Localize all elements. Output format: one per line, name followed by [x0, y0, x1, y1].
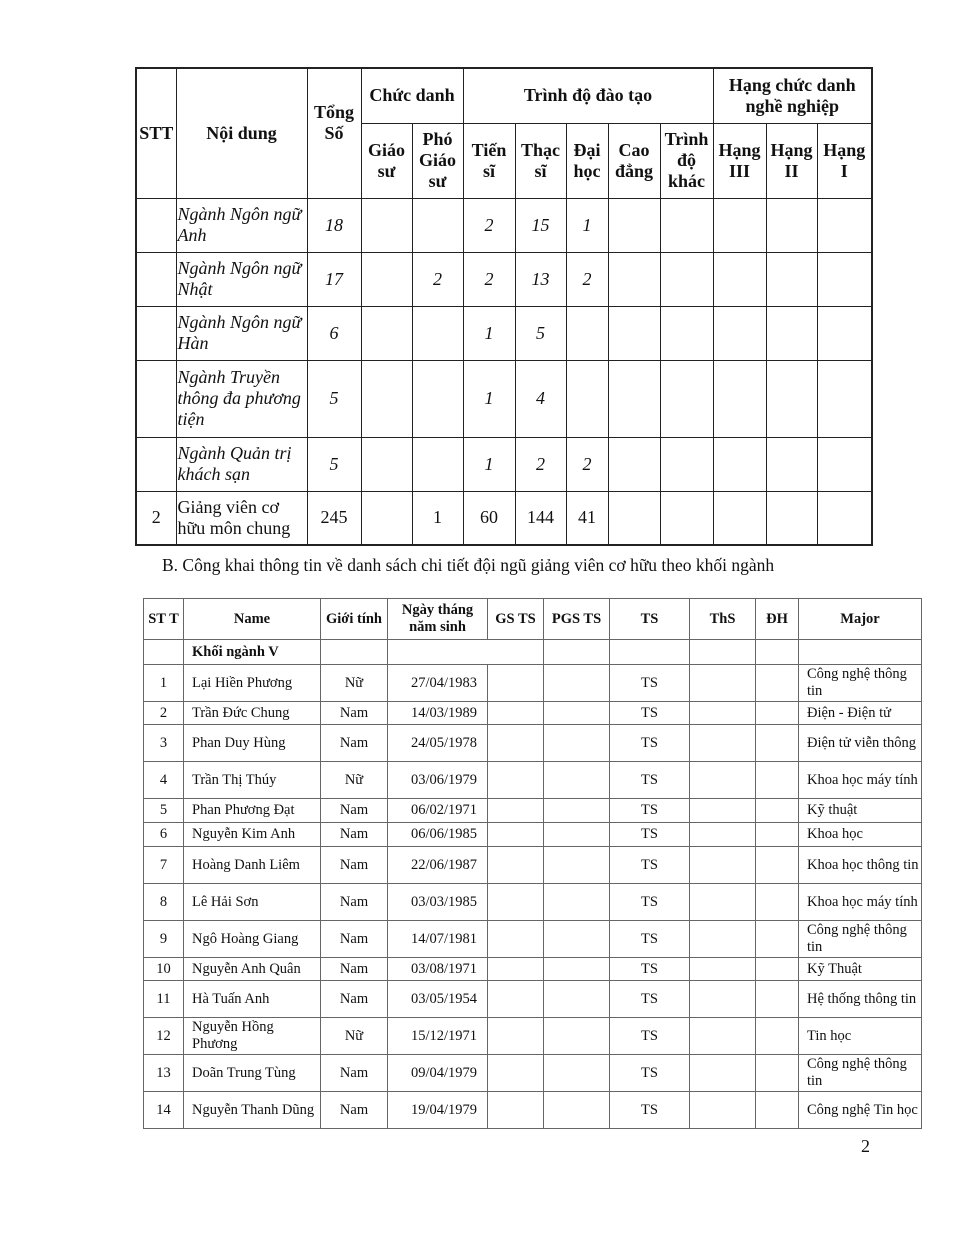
cell-dob: 22/06/1987 [388, 847, 488, 884]
cell-ths [690, 1092, 756, 1129]
cell-ths: 4 [515, 360, 566, 437]
cell-ths [690, 1055, 756, 1092]
cell-dob: 03/05/1954 [388, 981, 488, 1018]
cell-ts: TS [610, 725, 690, 762]
cell-ths [690, 702, 756, 725]
cell-ts: TS [610, 921, 690, 958]
cell-pgsts [544, 1018, 610, 1055]
cell-stt: 11 [144, 981, 184, 1018]
cell-ths [690, 1018, 756, 1055]
cell-ths: 144 [515, 491, 566, 545]
cell-gsts [488, 823, 544, 847]
cell-pgs [412, 437, 463, 491]
group-empty-cell [321, 640, 388, 665]
cell-major: Kỹ Thuật [799, 958, 922, 981]
cell-pgsts [544, 884, 610, 921]
cell-dh [566, 306, 608, 360]
header-dob: Ngày tháng năm sinh [388, 599, 488, 640]
cell-major: Khoa học thông tin [799, 847, 922, 884]
cell-ts: TS [610, 958, 690, 981]
cell-tong: 5 [307, 437, 361, 491]
cell-gender: Nam [321, 958, 388, 981]
cell-ts: TS [610, 884, 690, 921]
cell-gsts [488, 799, 544, 823]
section-b-caption: B. Công khai thông tin về danh sách chi tiết đội ngũ giảng viên cơ hữu theo khối ngành [162, 555, 775, 575]
lecturer-row [144, 958, 922, 981]
cell-stt: 7 [144, 847, 184, 884]
lecturer-row [144, 1092, 922, 1129]
summary-row [136, 437, 872, 491]
lecturer-row [144, 823, 922, 847]
cell-name: Trần Thị Thúy [184, 762, 321, 799]
cell-gender: Nam [321, 981, 388, 1018]
cell-major: Công nghệ thông tin [799, 1055, 922, 1092]
cell-ts: 2 [463, 252, 515, 306]
header-tien-si: Tiến sĩ [463, 123, 515, 198]
cell-ts: TS [610, 823, 690, 847]
header-giao-su: Giáo sư [361, 123, 412, 198]
cell-gsts [488, 762, 544, 799]
lecturer-row [144, 665, 922, 702]
cell-ts: 1 [463, 360, 515, 437]
cell-tong: 6 [307, 306, 361, 360]
header-trinh-do-khac: Trình độ khác [660, 123, 713, 198]
cell-h3 [713, 306, 766, 360]
cell-h3 [713, 491, 766, 545]
header-gsts: GS TS [488, 599, 544, 640]
cell-gsts [488, 1018, 544, 1055]
cell-gender: Nam [321, 823, 388, 847]
cell-pgs [412, 198, 463, 252]
cell-pgs [412, 306, 463, 360]
cell-dh [756, 665, 799, 702]
cell-h1 [817, 198, 872, 252]
cell-pgsts [544, 823, 610, 847]
summary-row [136, 252, 872, 306]
summary-row [136, 491, 872, 545]
cell-pgsts [544, 799, 610, 823]
cell-stt: 14 [144, 1092, 184, 1129]
cell-name: Nguyễn Kim Anh [184, 823, 321, 847]
cell-gender: Nữ [321, 665, 388, 702]
cell-dh: 41 [566, 491, 608, 545]
cell-major: Công nghệ thông tin [799, 665, 922, 702]
cell-h3 [713, 252, 766, 306]
group-empty-cell [388, 640, 544, 665]
header-dai-hoc: Đại học [566, 123, 608, 198]
cell-dh [756, 725, 799, 762]
header-ts: TS [610, 599, 690, 640]
header-cao-dang: Cao đẳng [608, 123, 660, 198]
summary-row [136, 306, 872, 360]
cell-tong: 245 [307, 491, 361, 545]
cell-cd [608, 198, 660, 252]
cell-name: Doãn Trung Tùng [184, 1055, 321, 1092]
summary-row [136, 360, 872, 437]
cell-name: Ngô Hoàng Giang [184, 921, 321, 958]
cell-ts: TS [610, 847, 690, 884]
lecturer-row [144, 702, 922, 725]
cell-h1 [817, 306, 872, 360]
cell-gsts [488, 884, 544, 921]
cell-dob: 03/06/1979 [388, 762, 488, 799]
cell-ts: TS [610, 1092, 690, 1129]
cell-ths [690, 981, 756, 1018]
cell-ths [690, 958, 756, 981]
lecturer-row [144, 981, 922, 1018]
cell-dh: 1 [566, 198, 608, 252]
cell-h1 [817, 252, 872, 306]
cell-pgsts [544, 1055, 610, 1092]
cell-h3 [713, 437, 766, 491]
cell-tong: 17 [307, 252, 361, 306]
cell-noi-dung: Ngành Ngôn ngữ Nhật [176, 252, 307, 306]
cell-dob: 14/03/1989 [388, 702, 488, 725]
cell-gs [361, 306, 412, 360]
cell-dh [566, 360, 608, 437]
header-hang-1: Hạng I [817, 123, 872, 198]
cell-ths [690, 823, 756, 847]
cell-name: Hà Tuấn Anh [184, 981, 321, 1018]
cell-tong: 5 [307, 360, 361, 437]
cell-gender: Nam [321, 921, 388, 958]
cell-major: Kỹ thuật [799, 799, 922, 823]
cell-stt: 1 [144, 665, 184, 702]
cell-ths: 13 [515, 252, 566, 306]
cell-dh [756, 847, 799, 884]
cell-noi-dung: Ngành Truyền thông đa phương tiện [176, 360, 307, 437]
cell-ths [690, 762, 756, 799]
cell-gender: Nam [321, 1092, 388, 1129]
cell-ts: TS [610, 1018, 690, 1055]
cell-stt [136, 252, 176, 306]
cell-stt: 8 [144, 884, 184, 921]
lecturer-list-table [143, 598, 922, 1129]
cell-dob: 24/05/1978 [388, 725, 488, 762]
header-tong-so: Tổng Số [307, 68, 361, 198]
cell-gender: Nữ [321, 1018, 388, 1055]
cell-cd [608, 491, 660, 545]
cell-dh [756, 981, 799, 1018]
cell-gsts [488, 847, 544, 884]
cell-gender: Nam [321, 725, 388, 762]
cell-pgsts [544, 921, 610, 958]
cell-name: Trần Đức Chung [184, 702, 321, 725]
cell-stt [136, 198, 176, 252]
cell-pgs: 1 [412, 491, 463, 545]
cell-noi-dung: Ngành Ngôn ngữ Anh [176, 198, 307, 252]
cell-dob: 27/04/1983 [388, 665, 488, 702]
cell-noi-dung: Giảng viên cơ hữu môn chung [176, 491, 307, 545]
cell-ts: TS [610, 981, 690, 1018]
cell-stt: 10 [144, 958, 184, 981]
cell-stt: 13 [144, 1055, 184, 1092]
cell-h3 [713, 198, 766, 252]
cell-dob: 03/03/1985 [388, 884, 488, 921]
group-empty-cell [544, 640, 610, 665]
cell-pgs [412, 360, 463, 437]
cell-name: Hoàng Danh Liêm [184, 847, 321, 884]
cell-ts: 1 [463, 306, 515, 360]
cell-dob: 14/07/1981 [388, 921, 488, 958]
cell-khac [660, 252, 713, 306]
summary-row [136, 198, 872, 252]
cell-dob: 15/12/1971 [388, 1018, 488, 1055]
cell-pgsts [544, 981, 610, 1018]
cell-dob: 06/02/1971 [388, 799, 488, 823]
cell-ths [690, 921, 756, 958]
cell-gsts [488, 958, 544, 981]
cell-tong: 18 [307, 198, 361, 252]
cell-gs [361, 252, 412, 306]
cell-stt: 6 [144, 823, 184, 847]
cell-major: Công nghệ thông tin [799, 921, 922, 958]
cell-khac [660, 360, 713, 437]
cell-ths [690, 884, 756, 921]
cell-stt: 2 [136, 491, 176, 545]
cell-gender: Nam [321, 847, 388, 884]
cell-h3 [713, 360, 766, 437]
cell-cd [608, 437, 660, 491]
cell-name: Phan Duy Hùng [184, 725, 321, 762]
cell-ts: TS [610, 665, 690, 702]
cell-stt: 4 [144, 762, 184, 799]
lecturer-row [144, 1018, 922, 1055]
lecturer-row [144, 847, 922, 884]
group-stt-cell [144, 640, 184, 665]
group-empty-cell [690, 640, 756, 665]
cell-cd [608, 306, 660, 360]
cell-gsts [488, 725, 544, 762]
cell-gs [361, 360, 412, 437]
group-empty-cell [799, 640, 922, 665]
cell-major: Công nghệ Tin học [799, 1092, 922, 1129]
cell-ths [690, 665, 756, 702]
header-major: Major [799, 599, 922, 640]
cell-gsts [488, 981, 544, 1018]
cell-gs [361, 437, 412, 491]
cell-ths [690, 725, 756, 762]
cell-stt: 12 [144, 1018, 184, 1055]
cell-stt: 5 [144, 799, 184, 823]
cell-gsts [488, 702, 544, 725]
cell-major: Điện - Điện tử [799, 702, 922, 725]
header-pgsts: PGS TS [544, 599, 610, 640]
lecturer-row [144, 884, 922, 921]
header-name: Name [184, 599, 321, 640]
cell-major: Hệ thống thông tin [799, 981, 922, 1018]
cell-stt: 3 [144, 725, 184, 762]
cell-dh: 2 [566, 252, 608, 306]
cell-ths [690, 799, 756, 823]
cell-ts: 1 [463, 437, 515, 491]
cell-noi-dung: Ngành Quản trị khách sạn [176, 437, 307, 491]
cell-ths: 5 [515, 306, 566, 360]
cell-name: Lại Hiền Phương [184, 665, 321, 702]
cell-noi-dung: Ngành Ngôn ngữ Hàn [176, 306, 307, 360]
cell-h1 [817, 437, 872, 491]
cell-cd [608, 252, 660, 306]
cell-khac [660, 198, 713, 252]
cell-h2 [766, 437, 817, 491]
cell-stt: 2 [144, 702, 184, 725]
cell-gs [361, 491, 412, 545]
cell-major: Khoa học máy tính [799, 762, 922, 799]
cell-dh: 2 [566, 437, 608, 491]
cell-dob: 03/08/1971 [388, 958, 488, 981]
cell-name: Nguyễn Thanh Dũng [184, 1092, 321, 1129]
lecturer-row [144, 799, 922, 823]
lecturer-row [144, 1055, 922, 1092]
header-gender: Giới tính [321, 599, 388, 640]
cell-ts: 60 [463, 491, 515, 545]
cell-gsts [488, 1092, 544, 1129]
cell-major: Khoa học [799, 823, 922, 847]
cell-h2 [766, 306, 817, 360]
group-empty-cell [610, 640, 690, 665]
cell-pgsts [544, 847, 610, 884]
header-hang-3: Hạng III [713, 123, 766, 198]
cell-major: Tin học [799, 1018, 922, 1055]
cell-dh [756, 958, 799, 981]
cell-ths [690, 847, 756, 884]
cell-stt: 9 [144, 921, 184, 958]
cell-pgsts [544, 725, 610, 762]
cell-gender: Nam [321, 1055, 388, 1092]
header-dh: ĐH [756, 599, 799, 640]
cell-gender: Nam [321, 884, 388, 921]
cell-ts: TS [610, 702, 690, 725]
cell-name: Nguyễn Anh Quân [184, 958, 321, 981]
cell-gsts [488, 665, 544, 702]
header-ths: ThS [690, 599, 756, 640]
cell-h2 [766, 252, 817, 306]
cell-ts: TS [610, 799, 690, 823]
cell-pgs: 2 [412, 252, 463, 306]
cell-pgsts [544, 1092, 610, 1129]
cell-dh [756, 1055, 799, 1092]
group-empty-cell [756, 640, 799, 665]
cell-pgsts [544, 665, 610, 702]
cell-h2 [766, 360, 817, 437]
cell-stt [136, 306, 176, 360]
header-hang-chuc-danh: Hạng chức danh nghề nghiệp [713, 68, 872, 123]
cell-h1 [817, 360, 872, 437]
header-chuc-danh: Chức danh [361, 68, 463, 123]
cell-gender: Nam [321, 702, 388, 725]
lecturer-row [144, 725, 922, 762]
cell-dh [756, 921, 799, 958]
cell-dob: 19/04/1979 [388, 1092, 488, 1129]
cell-khac [660, 437, 713, 491]
cell-dh [756, 762, 799, 799]
cell-khac [660, 491, 713, 545]
cell-h2 [766, 491, 817, 545]
cell-pgsts [544, 702, 610, 725]
cell-pgsts [544, 958, 610, 981]
cell-name: Lê Hải Sơn [184, 884, 321, 921]
lecturer-row [144, 921, 922, 958]
cell-gsts [488, 921, 544, 958]
group-row [144, 640, 922, 665]
cell-pgsts [544, 762, 610, 799]
cell-dh [756, 884, 799, 921]
cell-major: Điện tử viễn thông [799, 725, 922, 762]
cell-dob: 09/04/1979 [388, 1055, 488, 1092]
cell-gender: Nữ [321, 762, 388, 799]
cell-khac [660, 306, 713, 360]
header-noi-dung: Nội dung [176, 68, 307, 198]
cell-dh [756, 1018, 799, 1055]
lecturer-row [144, 762, 922, 799]
cell-gs [361, 198, 412, 252]
cell-dh [756, 799, 799, 823]
cell-dh [756, 823, 799, 847]
cell-gender: Nam [321, 799, 388, 823]
staff-summary-table [135, 67, 873, 546]
cell-h2 [766, 198, 817, 252]
header-thac-si: Thạc sĩ [515, 123, 566, 198]
cell-major: Khoa học máy tính [799, 884, 922, 921]
header-pho-giao-su: Phó Giáo sư [412, 123, 463, 198]
cell-cd [608, 360, 660, 437]
cell-name: Phan Phương Đạt [184, 799, 321, 823]
cell-dh [756, 1092, 799, 1129]
page-number: 2 [861, 1136, 870, 1156]
header-stt: STT [136, 68, 176, 198]
header-hang-2: Hạng II [766, 123, 817, 198]
cell-ths: 15 [515, 198, 566, 252]
cell-stt [136, 437, 176, 491]
group-label: Khối ngành V [184, 640, 321, 665]
cell-name: Nguyễn Hồng Phương [184, 1018, 321, 1055]
header-trinh-do: Trình độ đào tạo [463, 68, 713, 123]
cell-ts: 2 [463, 198, 515, 252]
cell-ths: 2 [515, 437, 566, 491]
cell-ts: TS [610, 762, 690, 799]
cell-h1 [817, 491, 872, 545]
cell-ts: TS [610, 1055, 690, 1092]
header-stt: ST T [144, 599, 184, 640]
cell-dh [756, 702, 799, 725]
cell-gsts [488, 1055, 544, 1092]
cell-dob: 06/06/1985 [388, 823, 488, 847]
cell-stt [136, 360, 176, 437]
